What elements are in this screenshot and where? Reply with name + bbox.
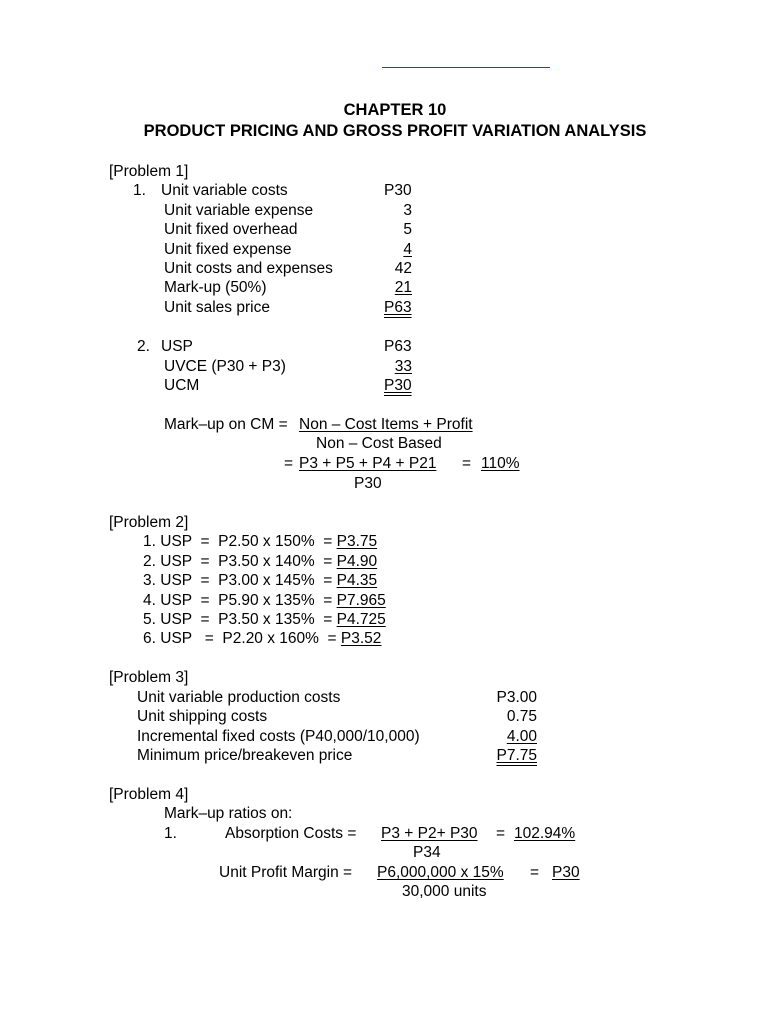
- p3-row-value: 4.00: [506, 728, 537, 745]
- p3-row-label: Minimum price/breakeven price: [137, 747, 353, 764]
- unit-profit-margin-label: Unit Profit Margin =: [219, 864, 353, 881]
- p1-row-value: 3: [403, 202, 412, 219]
- p1-item-2-number: 2.: [137, 338, 150, 355]
- p1-row-label: Unit variable expense: [164, 202, 314, 219]
- p1-row-label: USP: [161, 338, 193, 355]
- absorption-costs-denominator: P34: [413, 844, 441, 861]
- unit-profit-margin-result: P30: [552, 864, 580, 881]
- p1-row-value: 21: [394, 279, 412, 296]
- absorption-costs-numerator: P3 + P2+ P30: [381, 825, 478, 842]
- p1-row-label: Mark-up (50%): [164, 279, 267, 296]
- p1-row-value: P63: [384, 299, 412, 316]
- absorption-costs-equals: =: [496, 825, 506, 842]
- unit-profit-margin-equals: =: [530, 864, 540, 881]
- markup-formula-label: Mark–up on CM =: [164, 416, 288, 433]
- markup-formula-numerator: Non – Cost Items + Profit: [299, 416, 473, 433]
- markup-eq-prefix: =: [284, 455, 294, 472]
- p3-row-value: P3.00: [496, 689, 537, 706]
- problem-2-heading: [Problem 2]: [109, 514, 189, 531]
- p1-row-label: Unit costs and expenses: [164, 260, 333, 277]
- p3-row-value: 0.75: [506, 708, 537, 725]
- markup-eq-equals: =: [462, 455, 472, 472]
- absorption-costs-label: Absorption Costs =: [225, 825, 357, 842]
- chapter-title: PRODUCT PRICING AND GROSS PROFIT VARIATION ANALYSIS: [143, 122, 647, 140]
- p1-row-value: P30: [384, 377, 412, 394]
- p2-item: 2. USP = P3.50 x 140% = P4.90: [143, 553, 378, 570]
- p3-row-label: Incremental fixed costs (P40,000/10,000): [137, 728, 420, 745]
- p1-row-value: 33: [394, 358, 412, 375]
- p1-row-value: P30: [384, 182, 412, 199]
- unit-profit-margin-numerator: P6,000,000 x 15%: [377, 864, 504, 881]
- p1-row-value: P63: [384, 338, 412, 355]
- p1-row-label: Unit variable costs: [161, 182, 288, 199]
- markup-eq-numerator: P3 + P5 + P4 + P21: [299, 455, 437, 472]
- problem-4-heading: [Problem 4]: [109, 786, 189, 803]
- p2-item: 1. USP = P2.50 x 150% = P3.75: [143, 533, 378, 550]
- absorption-costs-result: 102.94%: [514, 825, 576, 842]
- p1-row-value: 4: [403, 241, 412, 258]
- p1-row-label: Unit sales price: [164, 299, 270, 316]
- chapter-heading: CHAPTER 10: [343, 101, 447, 119]
- p2-item: 5. USP = P3.50 x 135% = P4.725: [143, 611, 386, 628]
- p1-item-1-number: 1.: [133, 182, 146, 199]
- p2-item: 3. USP = P3.00 x 145% = P4.35: [143, 572, 378, 589]
- p4-intro: Mark–up ratios on:: [164, 805, 293, 822]
- p3-row-label: Unit shipping costs: [137, 708, 268, 725]
- p1-row-label: UCM: [164, 377, 200, 394]
- p1-row-label: UVCE (P30 + P3): [164, 358, 286, 375]
- p2-item: 6. USP = P2.20 x 160% = P3.52: [143, 630, 382, 647]
- problem-1-heading: [Problem 1]: [109, 163, 189, 180]
- markup-eq-denominator: P30: [354, 475, 382, 492]
- p3-row-value: P7.75: [496, 747, 537, 764]
- p1-row-label: Unit fixed expense: [164, 241, 292, 258]
- problem-3-heading: [Problem 3]: [109, 669, 189, 686]
- markup-eq-result: 110%: [481, 455, 520, 472]
- markup-formula-denominator: Non – Cost Based: [316, 435, 442, 452]
- p1-row-value: 42: [394, 260, 412, 277]
- p4-item-1-number: 1.: [164, 825, 177, 842]
- top-link-underline[interactable]: [382, 67, 550, 68]
- unit-profit-margin-denominator: 30,000 units: [402, 883, 487, 900]
- p2-item: 4. USP = P5.90 x 135% = P7.965: [143, 592, 386, 609]
- p3-row-label: Unit variable production costs: [137, 689, 341, 706]
- p1-row-value: 5: [403, 221, 412, 238]
- p1-row-label: Unit fixed overhead: [164, 221, 298, 238]
